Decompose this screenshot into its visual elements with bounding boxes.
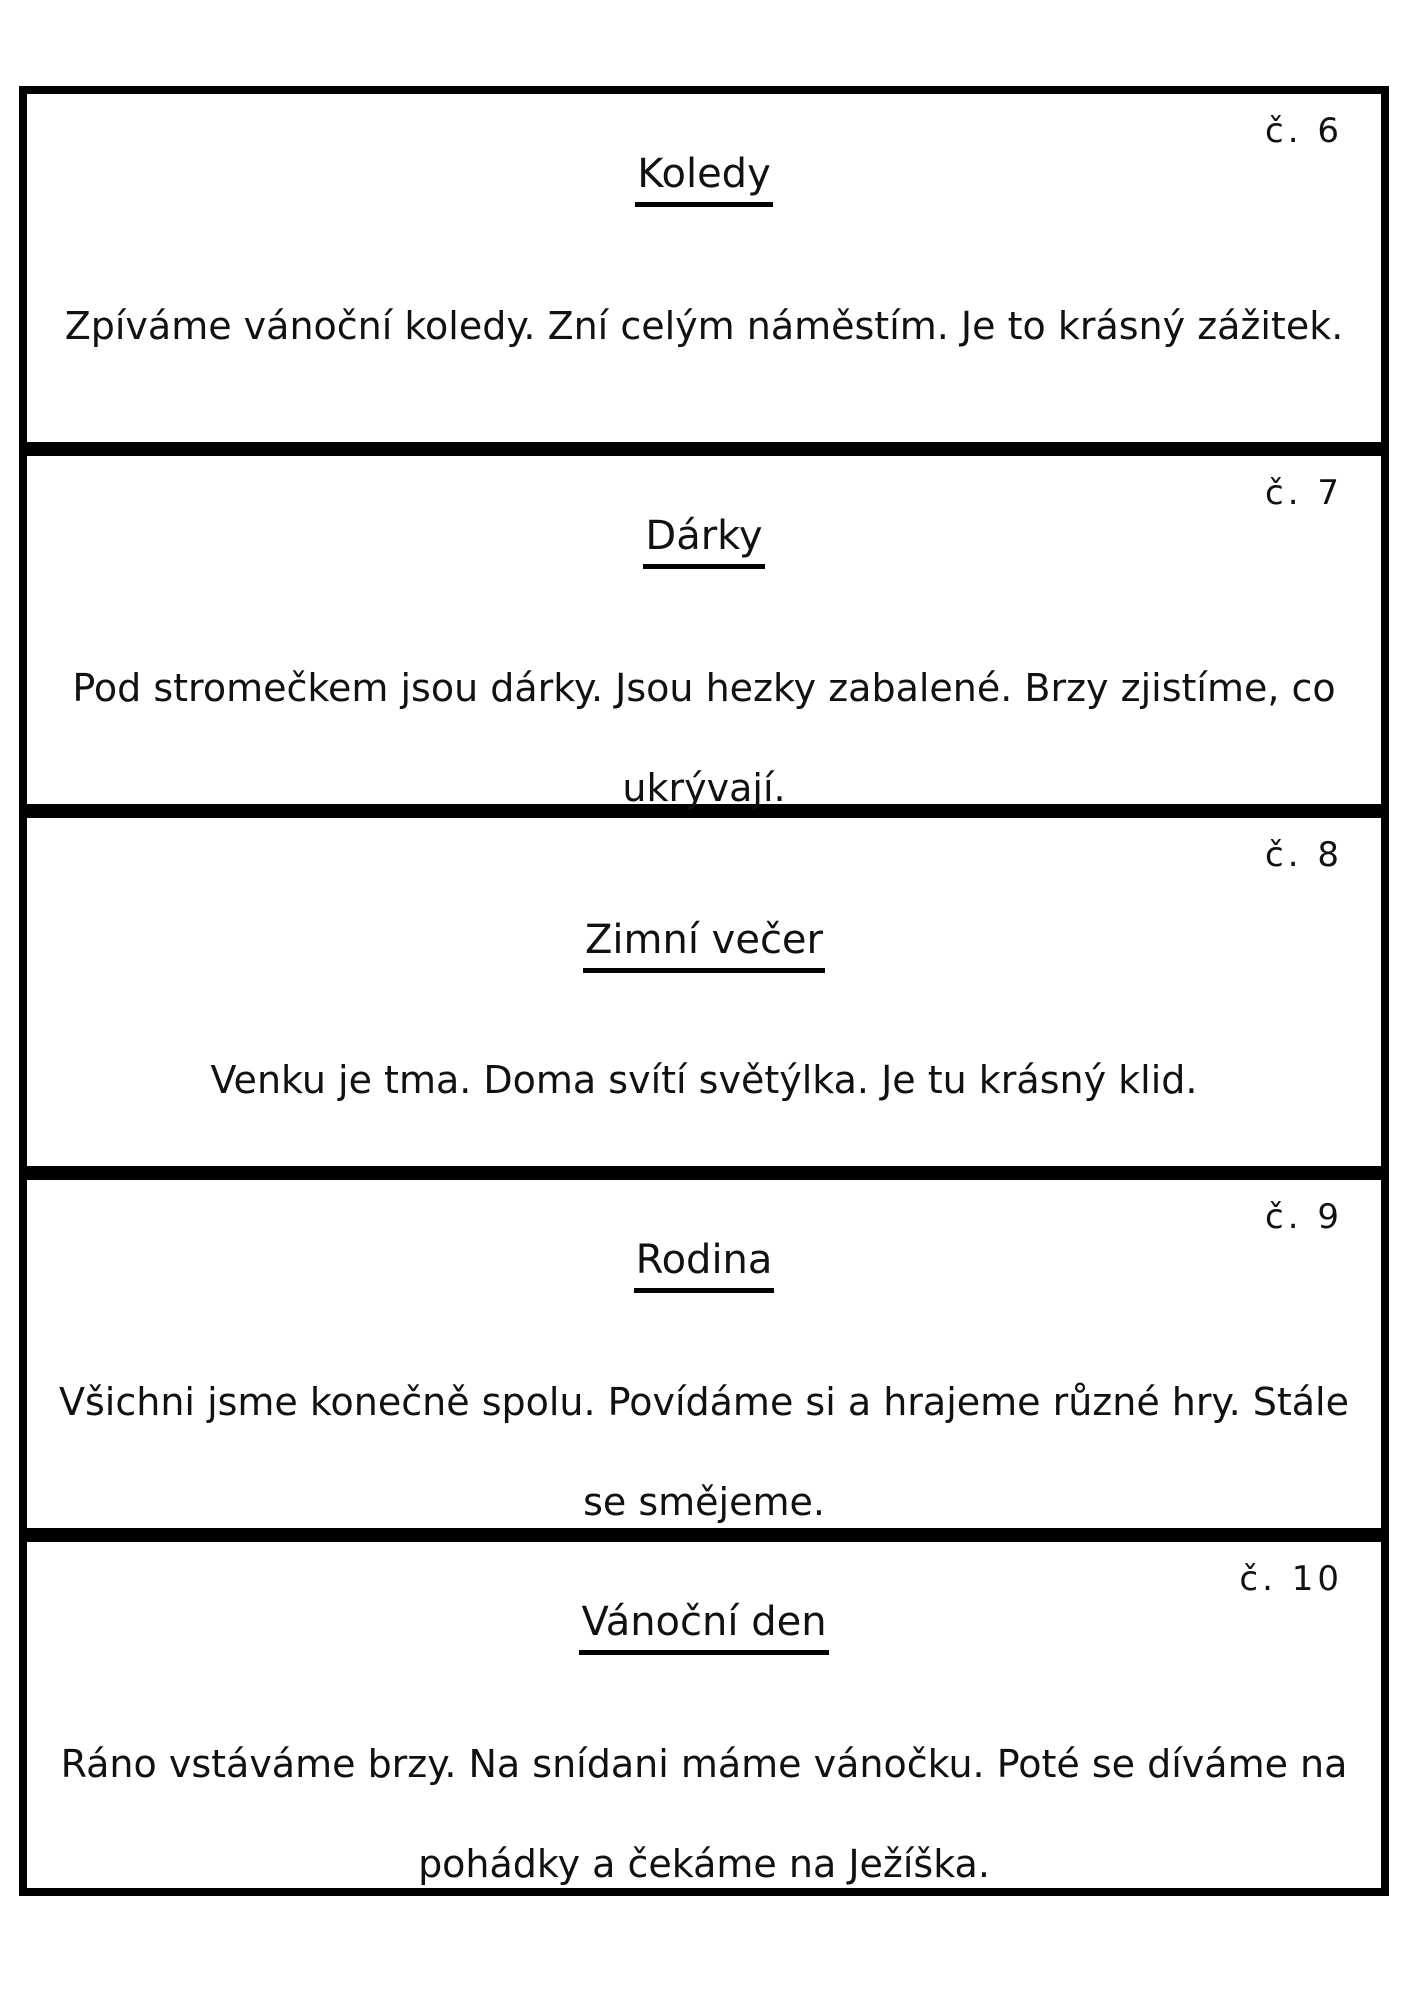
card-title: Rodina bbox=[634, 1236, 775, 1293]
card-number: č. 7 bbox=[1265, 473, 1343, 513]
card-text: Zpíváme vánoční koledy. Zní celým náměstím. Je to krásný zážitek. bbox=[64, 304, 1344, 348]
card-number: č. 9 bbox=[1265, 1197, 1343, 1237]
card-darky bbox=[19, 448, 1389, 812]
card-title: Dárky bbox=[643, 512, 764, 569]
card-number: č. 8 bbox=[1265, 835, 1343, 875]
card-title: Vánoční den bbox=[579, 1598, 828, 1655]
card-koledy bbox=[19, 86, 1389, 450]
card-text: Ráno vstáváme brzy. Na snídani máme vánočku. Poté se díváme na pohádky a čekáme na Ježíška. bbox=[60, 1742, 1348, 1886]
card-number: č. 6 bbox=[1265, 111, 1343, 151]
card-rodina bbox=[19, 1172, 1389, 1536]
card-zimni-vecer bbox=[19, 810, 1389, 1174]
card-text: Všichni jsme konečně spolu. Povídáme si a hrajeme různé hry. Stále se smějeme. bbox=[59, 1380, 1349, 1524]
card-title: Koledy bbox=[635, 150, 773, 207]
card-text: Pod stromečkem jsou dárky. Jsou hezky zabalené. Brzy zjistíme, co ukrývají. bbox=[72, 666, 1336, 810]
card-number: č. 10 bbox=[1239, 1559, 1343, 1599]
card-vanocni-den bbox=[19, 1534, 1389, 1896]
card-title: Zimní večer bbox=[583, 916, 825, 973]
card-text: Venku je tma. Doma svítí světýlka. Je tu krásný klid. bbox=[210, 1058, 1198, 1102]
